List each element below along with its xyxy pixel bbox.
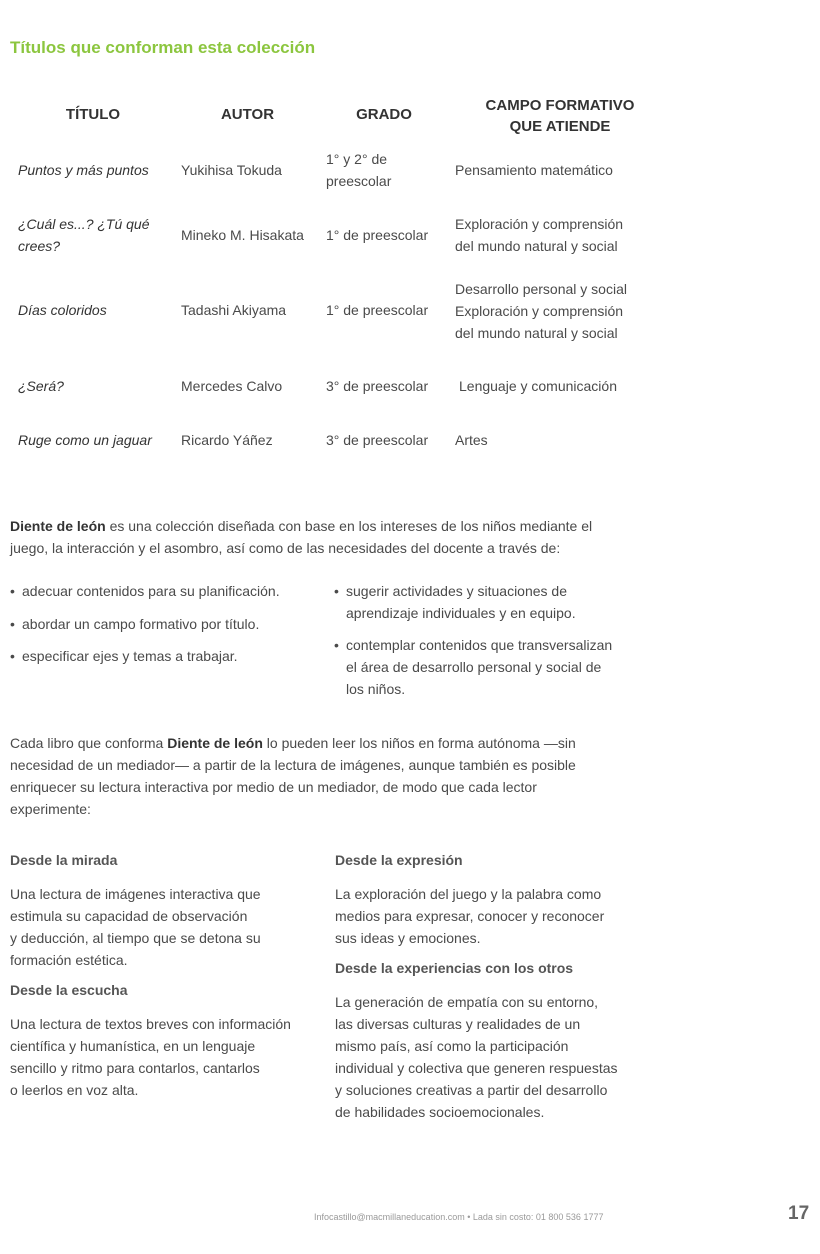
row5-grade xyxy=(326,429,428,451)
intro-line2: juego, la interacción y el asombro, así como de las necesidades del docente a través de: xyxy=(10,540,561,556)
mirada-line2: estimula su capacidad de observación xyxy=(10,908,248,924)
bullet-text: abordar un campo formativo por título. xyxy=(22,616,260,632)
intro-brand: Diente de león xyxy=(10,518,106,534)
expresion-line2: medios para expresar, conocer y reconocer xyxy=(335,908,605,924)
row3-campo-line2: Exploración y comprensión xyxy=(455,303,624,319)
row2-title-line2: crees? xyxy=(18,238,61,254)
section-title-otros: Desde la experiencias con los otros xyxy=(335,960,574,976)
description-paragraph xyxy=(10,732,650,820)
section-heading: Títulos que conforman esta colección xyxy=(10,38,316,57)
row4-campo xyxy=(459,375,617,397)
row3-author-line: Tadashi Akiyama xyxy=(181,302,287,318)
row3-grade-line: 1° de preescolar xyxy=(326,302,429,318)
bullet-left-1 xyxy=(10,580,320,602)
row4-campo-line: Lenguaje y comunicación xyxy=(459,378,617,394)
expresion-line1: La exploración del juego y la palabra como xyxy=(335,886,602,902)
bullet-text-line3: los niños. xyxy=(346,681,406,697)
row1-grade-line1: 1° y 2° de xyxy=(326,151,388,167)
row2-campo xyxy=(455,213,623,257)
row3-title-line: Días coloridos xyxy=(18,302,107,318)
bullet-right-2 xyxy=(334,634,644,700)
para2-line2: necesidad de un mediador— a partir de la lectura de imágenes, aunque también es posible xyxy=(10,757,576,773)
section-body-escucha xyxy=(10,1013,320,1101)
bullet-left-3 xyxy=(10,645,320,667)
footer-contact: Infocastillo@macmillaneducation.com • Lada sin costo: 01 800 536 1777 xyxy=(314,1212,604,1222)
col-header-grado: GRADO xyxy=(356,106,412,123)
escucha-line2: científica y humanística, en un lenguaje xyxy=(10,1038,256,1054)
row2-grade-line: 1° de preescolar xyxy=(326,227,429,243)
section-body-otros xyxy=(335,991,655,1123)
escucha-line1: Una lectura de textos breves con información xyxy=(10,1016,291,1032)
bullet-text: adecuar contenidos para su planificación. xyxy=(22,583,280,599)
row5-campo-line: Artes xyxy=(455,432,488,448)
otros-line1: La generación de empatía con su entorno, xyxy=(335,994,599,1010)
bullet-left-2 xyxy=(10,613,320,635)
otros-line4: individual y colectiva que generen respuestas xyxy=(335,1060,618,1076)
bullet-text-line1: contemplar contenidos que transversalizan xyxy=(346,637,613,653)
row2-campo-line2: del mundo natural y social xyxy=(455,238,618,254)
col-header-campo xyxy=(460,95,660,137)
bullet-text-line2: aprendizaje individuales y en equipo. xyxy=(346,605,576,621)
otros-line6: de habilidades socioemocionales. xyxy=(335,1104,545,1120)
para2-post: lo pueden leer los niños en forma autónoma —sin xyxy=(262,735,576,751)
row3-grade xyxy=(326,299,428,321)
bullet-right-1 xyxy=(334,580,644,624)
row1-author-line: Yukihisa Tokuda xyxy=(181,162,282,178)
row1-title-line: Puntos y más puntos xyxy=(18,162,149,178)
row3-campo-line3: del mundo natural y social xyxy=(455,325,618,341)
otros-line2: las diversas culturas y realidades de un xyxy=(335,1016,581,1032)
bullet-dot: • xyxy=(10,583,15,599)
otros-line3: mismo país, así como la participación xyxy=(335,1038,569,1054)
section-body-expresion xyxy=(335,883,645,949)
bullet-text: especificar ejes y temas a trabajar. xyxy=(22,648,238,664)
col-header-titulo: TÍTULO xyxy=(65,106,121,123)
expresion-line3: sus ideas y emociones. xyxy=(335,930,481,946)
page-number: 17 xyxy=(788,1203,810,1224)
para2-line4: experimente: xyxy=(10,801,91,817)
col-header-campo-line2: QUE ATIENDE xyxy=(509,118,611,135)
bullet-text-line1: sugerir actividades y situaciones de xyxy=(346,583,568,599)
intro-line1 xyxy=(10,515,650,537)
row4-author xyxy=(181,375,282,397)
intro-paragraph xyxy=(10,515,650,559)
row3-campo-line1: Desarrollo personal y social xyxy=(455,281,627,297)
row1-campo xyxy=(455,159,613,181)
otros-line5: y soluciones creativas a partir del desarrollo xyxy=(335,1082,608,1098)
bullet-dot: • xyxy=(334,583,339,599)
mirada-line1: Una lectura de imágenes interactiva que xyxy=(10,886,261,902)
mirada-line4: formación estética. xyxy=(10,952,128,968)
section-title-mirada: Desde la mirada xyxy=(10,852,118,868)
row2-title xyxy=(18,213,150,257)
section-body-mirada xyxy=(10,883,300,971)
row5-campo xyxy=(455,429,488,451)
row2-author xyxy=(181,224,304,246)
section-title-expresion: Desde la expresión xyxy=(335,852,463,868)
col-header-campo-line1: CAMPO FORMATIVO xyxy=(485,97,635,114)
row4-title-line: ¿Será? xyxy=(18,378,64,394)
row1-title xyxy=(18,159,149,181)
escucha-line3: sencillo y ritmo para contarlos, cantarlos xyxy=(10,1060,260,1076)
row5-grade-line: 3° de preescolar xyxy=(326,432,429,448)
para2-brand: Diente de león xyxy=(167,735,263,751)
row1-campo-line: Pensamiento matemático xyxy=(455,162,613,178)
bullet-dot: • xyxy=(10,648,15,664)
bullet-text-line2: el área de desarrollo personal y social de xyxy=(346,659,602,675)
row4-grade-line: 3° de preescolar xyxy=(326,378,429,394)
row4-grade xyxy=(326,375,428,397)
para2-pre: Cada libro que conforma xyxy=(10,735,168,751)
row1-grade-line2: preescolar xyxy=(326,173,392,189)
mirada-line3: y deducción, al tiempo que se detona su xyxy=(10,930,261,946)
escucha-line4: o leerlos en voz alta. xyxy=(10,1082,139,1098)
col-header-autor: AUTOR xyxy=(220,106,275,123)
row3-title xyxy=(18,299,107,321)
row5-title xyxy=(18,429,152,451)
row2-grade xyxy=(326,224,428,246)
para2-line1 xyxy=(10,732,650,754)
row5-author-line: Ricardo Yáñez xyxy=(181,432,273,448)
bullet-dot: • xyxy=(10,616,15,632)
row3-campo xyxy=(455,278,627,344)
row3-author xyxy=(181,299,286,321)
row5-author xyxy=(181,429,273,451)
bullet-dot: • xyxy=(334,637,339,653)
row2-title-line1: ¿Cuál es...? ¿Tú qué xyxy=(18,216,150,232)
row4-title xyxy=(18,375,64,397)
row2-campo-line1: Exploración y comprensión xyxy=(455,216,624,232)
row4-author-line: Mercedes Calvo xyxy=(181,378,283,394)
para2-line3: enriquecer su lectura interactiva por medio de un mediador, de modo que cada lector xyxy=(10,779,537,795)
row2-author-line: Mineko M. Hisakata xyxy=(181,227,304,243)
row1-author xyxy=(181,159,282,181)
row1-grade xyxy=(326,148,391,192)
row5-title-line: Ruge como un jaguar xyxy=(18,432,152,448)
intro-text1: es una colección diseñada con base en los intereses de los niños mediante el xyxy=(105,518,593,534)
section-title-escucha: Desde la escucha xyxy=(10,982,128,998)
